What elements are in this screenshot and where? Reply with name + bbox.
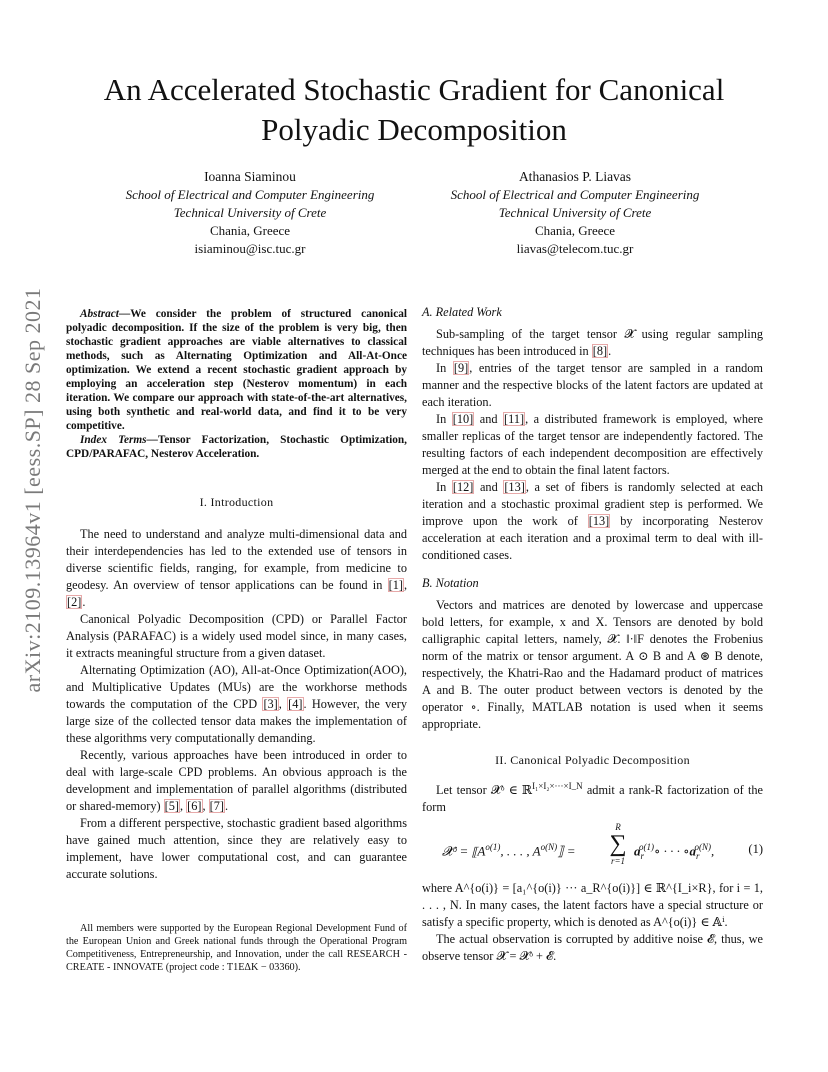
index-terms [66, 433, 407, 461]
author-dept: School of Electrical and Computer Engineering [125, 187, 375, 202]
citation-link[interactable]: [13] [588, 514, 610, 528]
citation-link[interactable]: [8] [592, 344, 608, 358]
index-terms-text: —Tensor Factorization, Stochastic Optimization, CPD/PARAFAC, Nesterov Acceleration. [66, 434, 407, 460]
paragraph: Recently, various approaches have been introduced in order to deal with large-scale CPD problems. An obvious approach is the development and implementation of parallel algorithms (distributed or shared-memory) [5], [6], [7]. [66, 748, 407, 813]
citation-link[interactable]: [9] [453, 361, 469, 375]
abstract-text: —We consider the problem of structured canonical polyadic decomposition. If the size of the problem is very big, then stochastic gradient approaches are viable alternatives to classical methods, such as Alternating Optimization and All-At-Once optimization. We extend a recent stochastic gradient approach by employing an acceleration step (Nesterov momentum) in each iteration. We compare our approach with state-of-the-art alternatives, using both synthetic and real-world data, and find it to be very competitive. [66, 308, 407, 432]
paragraph: In [10] and [11], a distributed framework is employed, where smaller replicas of the target tensor are independently factored. The resulting factors of each independent decomposition are effectively merged at the end to obtain the final latent factors. [422, 412, 764, 477]
citation-link[interactable]: [2] [67, 595, 82, 609]
section-heading-introduction: I. Introduction [199, 495, 274, 509]
citation-link[interactable]: [6] [187, 799, 202, 813]
paragraph: The actual observation is corrupted by additive noise 𝓔, thus, we observe tensor 𝓧 = 𝓧ᵒ + 𝓔. [422, 932, 763, 964]
citation-link[interactable]: [10] [452, 412, 474, 426]
left-column [66, 307, 407, 883]
author-univ: Technical University of Crete [498, 205, 652, 220]
citation-link[interactable]: [3] [263, 697, 278, 711]
citation-link[interactable]: [7] [209, 799, 225, 813]
cpd-body-continued [422, 880, 763, 965]
arxiv-stamp-text: arXiv:2109.13964v1 [eess.SP] 28 Sep 2021 [20, 287, 45, 693]
paragraph: Alternating Optimization (AO), All-at-Once Optimization(AOO), and Multiplicative Updates (MUs) are the workhorse methods towards the computation of the CPD [3], [4]. However, the very large size of the collected tensor data makes the implementation of these algorithms very computationally demanding. [66, 663, 407, 745]
paragraph: In [12] and [13], a set of fibers is randomly selected at each iteration and a stochastic proximal gradient step is performed. We improve upon the work of [13] by incorporating Nesterov acceleration at each iteration and a proximal term to deal with ill-conditioned cases. [422, 480, 764, 562]
footnote: All members were supported by the European Regional Development Fund of the European Union and Greek national funds through the Operational Program Competitiveness, Entrepreneurship, and Innovation, under the call RESEARCH - CREATE - INNOVATE (project code : T1EΔK − 03360). [66, 923, 407, 973]
paragraph: Sub-sampling of the target tensor 𝓧 using regular sampling techniques has been introduced in [8]. [422, 327, 763, 358]
paragraph: Canonical Polyadic Decomposition (CPD) or Parallel Factor Analysis (PARAFAC) is a widely used model since, in many cases, it extracts meaningful structure from a given dataset. [66, 612, 407, 660]
paragraph: The need to understand and analyze multi-dimensional data and their interdependencies has led to the extended use of tensors in diverse scientific fields, ranging, for example, from medicine to geodesy. An overview of tensor applications can be found in [1], [2]. [66, 527, 408, 609]
paragraph: where A^{o(i)} = [a₁^{o(i)} ··· a_R^{o(i)}] ∈ ℝ^{I_i×R}, for i = 1, . . . , N. In many cases, the latent factors have a special structure or satisfy a specific property, which is denoted as A^{o(i)} ∈ 𝔸ⁱ. [422, 881, 763, 930]
author-city: Chania, Greece [209, 223, 291, 238]
citation-link[interactable]: [12] [452, 480, 474, 494]
subsection-heading-notation: B. Notation [422, 576, 479, 590]
author-name: Ioanna Siaminou [204, 169, 296, 184]
equation-terms: $a_r^{o(1)}\circ$ · · · $\circ a_r^{o(N)}$, [634, 842, 715, 862]
author-block-1 [100, 168, 400, 258]
author-block-2 [425, 168, 725, 258]
right-column [422, 305, 763, 965]
abstract-label: Abstract [80, 308, 119, 320]
subsection-heading-related-work: A. Related Work [422, 305, 502, 319]
citation-link[interactable]: [4] [288, 697, 303, 711]
equation-body: 𝓧ᵒ = $⟦A^{o(1)}$, . . . , $A^{o(N)}⟧$ = [442, 842, 576, 859]
paper-title [60, 70, 768, 150]
equation-1 [422, 822, 763, 880]
author-dept: School of Electrical and Computer Engineering [450, 187, 700, 202]
arxiv-stamp[interactable] [8, 287, 58, 693]
paragraph: Vectors and matrices are denoted by lowercase and uppercase bold letters, for example, x and X. Tensors are denoted by bold calligraphic capital letters, namely, 𝓧. ‖·‖F denotes the Frobenius norm of the matrix or tensor argument. A ⊙ B and A ⊛ B denote, respectively, the Khatri-Rao and the Hadamard product of matrices A and B. The outer product between vectors is denoted by the operator ∘. Finally, MATLAB notation is used when it seems appropriate. [422, 598, 763, 731]
equation-number: (1) [748, 842, 763, 857]
author-name: Athanasios P. Liavas [518, 169, 632, 184]
abstract [66, 307, 407, 433]
index-terms-label: Index Terms [80, 434, 147, 446]
summation-symbol: R ∑ r=1 [609, 822, 627, 867]
citation-link[interactable]: [13] [504, 480, 525, 494]
section-heading-cpd: II. Canonical Polyadic Decomposition [495, 753, 690, 767]
related-work-body [422, 326, 763, 564]
title-line-2: Polyadic Decomposition [261, 112, 567, 147]
title-line-1: An Accelerated Stochastic Gradient for Canonical [103, 72, 725, 107]
citation-link[interactable]: [11] [504, 412, 525, 426]
cpd-body [422, 778, 763, 816]
author-city: Chania, Greece [534, 223, 616, 238]
paragraph: Let tensor 𝓧ᵒ ∈ ℝ$^{I_1\times I_2\times\cdot\cdot\cdot\times I\_N}$ admit a rank-R factorization of the form [422, 781, 763, 815]
author-email[interactable]: isiaminou@isc.tuc.gr [194, 241, 306, 256]
paragraph: From a different perspective, stochastic gradient based algorithms have gained much attention, since they are relatively easy to implement, have lower computational cost, and can guarantee accurate solutions. [66, 816, 407, 881]
author-email[interactable]: liavas@telecom.tuc.gr [516, 241, 634, 256]
author-univ: Technical University of Crete [173, 205, 327, 220]
citation-link[interactable]: [1] [388, 578, 403, 592]
paragraph: In [9], entries of the target tensor are sampled in a random manner and the respective blocks of the latent factors are updated at each iteration. [422, 361, 763, 409]
notation-body [422, 597, 763, 733]
introduction-body [66, 526, 407, 883]
citation-link[interactable]: [5] [164, 799, 180, 813]
